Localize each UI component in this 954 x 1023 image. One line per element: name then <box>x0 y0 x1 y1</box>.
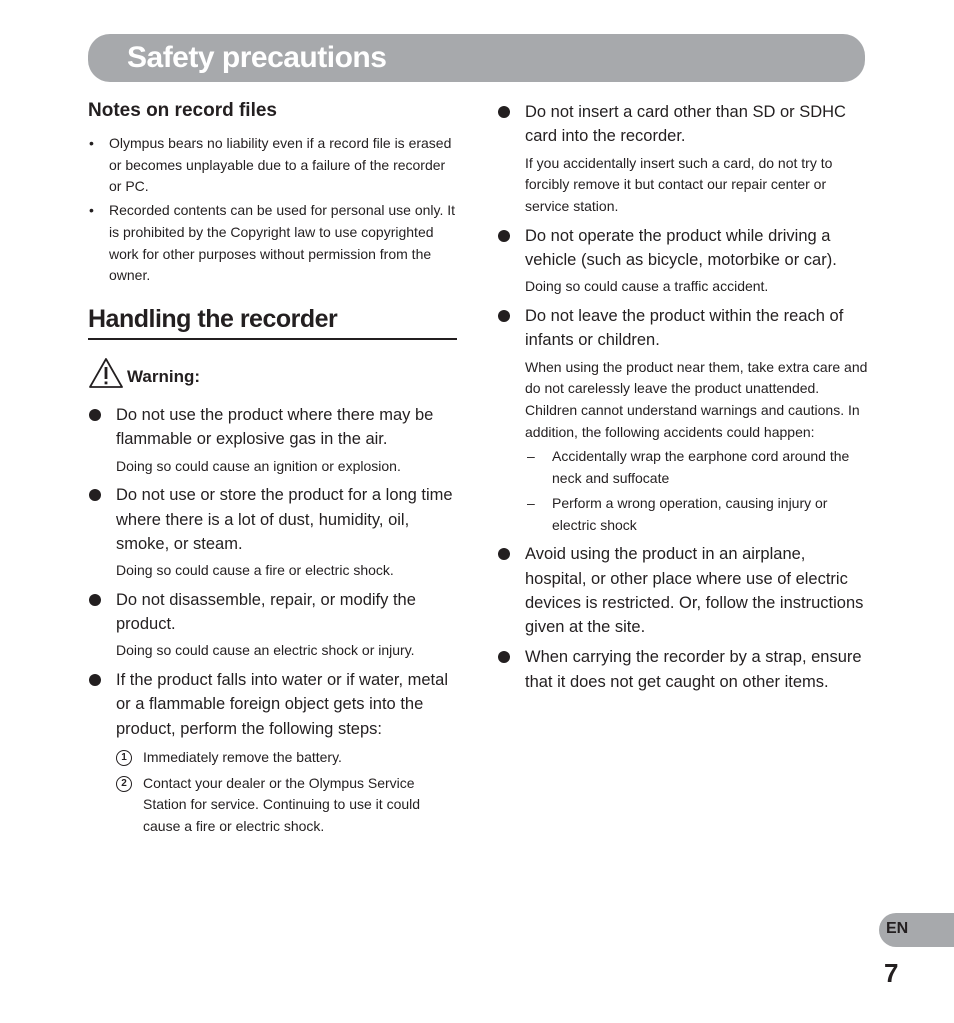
dash-item <box>525 446 869 489</box>
dash-item <box>525 493 869 536</box>
step-number: 1 <box>116 750 132 766</box>
dash-icon: – <box>527 448 535 465</box>
item-sub: If you accidentally insert such a card, do not try to forcibly remove it but contact our repair center or service station. <box>525 154 833 214</box>
warning-triangle-icon <box>88 357 124 389</box>
notes-list <box>88 133 458 287</box>
item-sub: Doing so could cause a fire or electric shock. <box>116 562 394 579</box>
notes-item <box>88 200 458 287</box>
item-main: Do not use or store the product for a long time where there is a lot of dust, humidity, oil, smoke, or steam. <box>116 486 453 553</box>
title-bar <box>88 34 865 82</box>
bullet-icon <box>498 106 510 118</box>
step-item <box>116 773 458 838</box>
page-number: 7 <box>884 958 899 988</box>
handling-heading: Handling the recorder <box>88 305 457 340</box>
list-item <box>497 542 869 639</box>
bullet-icon: • <box>89 202 94 219</box>
notes-item <box>88 133 458 198</box>
dash-item-text: Accidentally wrap the earphone cord around the neck and suffocate <box>552 448 850 487</box>
item-main: Avoid using the product in an airplane, hospital, or other place where use of electric devices is restricted. Or, follow the instructions given at the site. <box>525 545 864 637</box>
item-main: Do not leave the product within the reach of infants or children. <box>525 307 844 350</box>
bullet-icon <box>89 489 101 501</box>
list-item <box>88 668 458 838</box>
language-tab <box>879 913 954 947</box>
notes-item-text: Recorded contents can be used for personal use only. It is prohibited by the Copyright law to use copyrighted work for other purposes without permission from the owner. <box>109 202 456 284</box>
bullet-icon <box>89 594 101 606</box>
step-text: Immediately remove the battery. <box>143 749 342 765</box>
bullet-icon <box>498 651 510 663</box>
item-sub: When using the product near them, take extra care and do not carelessly leave the product unattended. Children cannot understand warnings and cautions. In addition, the following accidents could happen: <box>525 358 868 440</box>
bullet-icon <box>498 548 510 560</box>
bullet-icon <box>89 409 101 421</box>
list-item <box>497 645 869 694</box>
item-main: Do not disassemble, repair, or modify the product. <box>116 590 416 634</box>
bullet-icon: • <box>89 135 94 151</box>
item-main: If the product falls into water or if water, metal or a flammable foreign object gets into the product, perform the following steps: <box>116 671 448 738</box>
dash-icon: – <box>527 494 535 511</box>
item-main: Do not insert a card other than SD or SDHC card into the recorder. <box>525 103 846 146</box>
notes-item-text: Olympus bears no liability even if a record file is erased or becomes unplayable due to a failure of the recorder or PC. <box>109 135 452 195</box>
step-number: 2 <box>116 776 132 792</box>
dash-item-text: Perform a wrong operation, causing injury or electric shock <box>552 494 828 533</box>
item-sub: Doing so could cause an electric shock or injury. <box>116 642 415 659</box>
item-main: Do not operate the product while driving a vehicle (such as bicycle, motorbike or car). <box>525 226 837 269</box>
step-text: Contact your dealer or the Olympus Service Station for service. Continuing to use it could cause a fire or electric shock. <box>143 774 421 835</box>
list-item <box>497 224 869 298</box>
list-item <box>88 483 458 582</box>
left-column <box>88 100 458 844</box>
step-item <box>116 747 458 769</box>
bullet-icon <box>498 310 510 322</box>
list-item <box>88 588 458 662</box>
warning-label: Warning: <box>127 366 201 386</box>
item-sub: Doing so could cause a traffic accident. <box>525 278 769 295</box>
list-item <box>88 403 458 477</box>
item-main: When carrying the recorder by a strap, ensure that it does not get caught on other items. <box>525 648 862 691</box>
list-item <box>497 304 869 536</box>
warning-row <box>88 357 458 389</box>
list-item <box>497 100 869 218</box>
language-label: EN <box>886 920 909 937</box>
page-title: Safety precautions <box>127 41 387 74</box>
bullet-icon <box>498 230 510 242</box>
notes-heading: Notes on record files <box>88 100 277 121</box>
item-sub: Doing so could cause an ignition or explosion. <box>116 457 401 474</box>
bullet-icon <box>89 674 101 686</box>
steps-list <box>116 747 458 838</box>
right-column <box>497 100 869 700</box>
item-main: Do not use the product where there may be flammable or explosive gas in the air. <box>116 405 434 449</box>
